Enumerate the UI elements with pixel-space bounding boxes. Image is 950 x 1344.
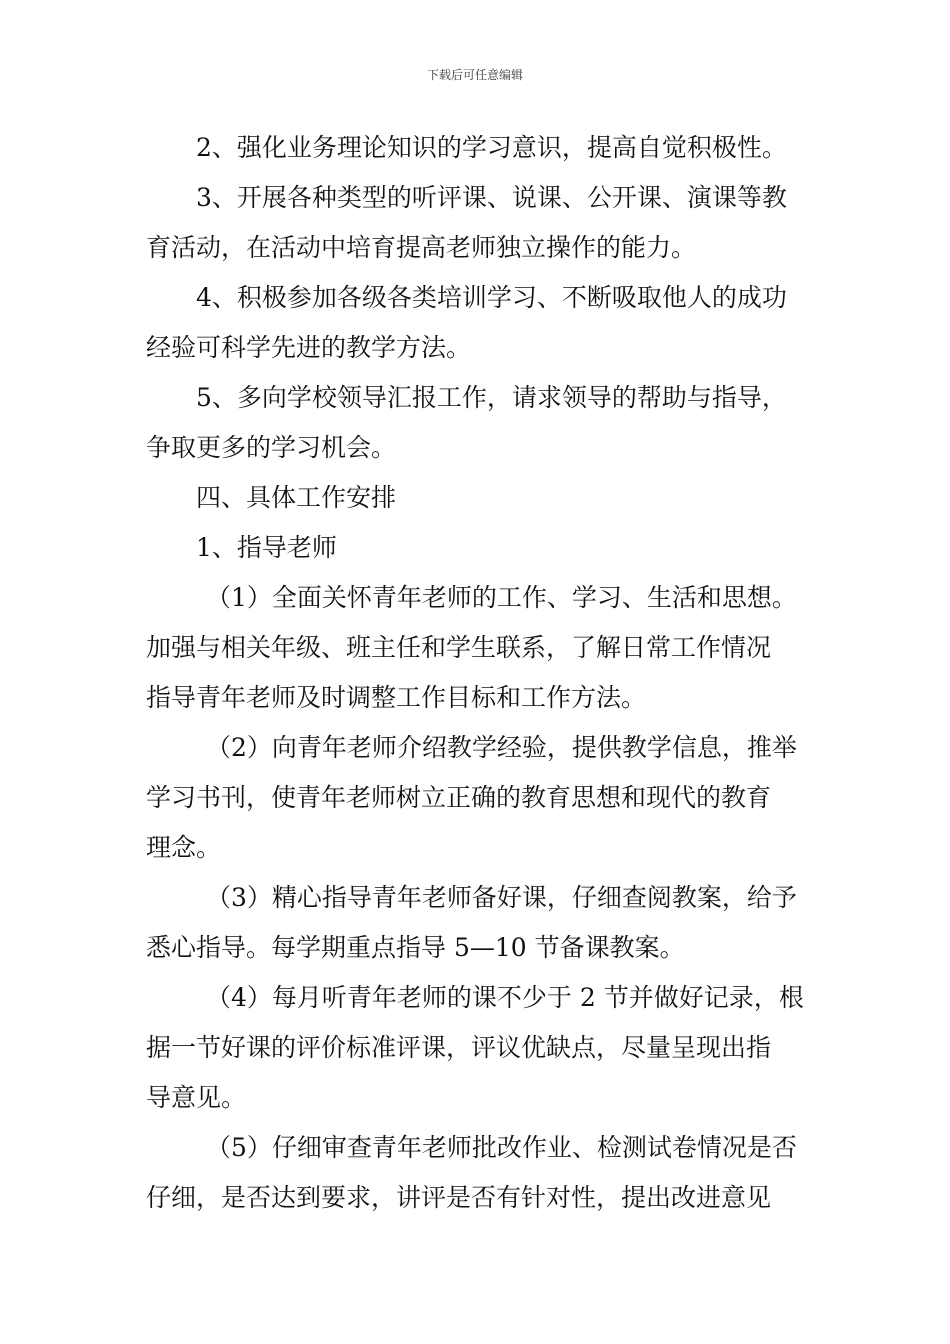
text-line: 3、开展各种类型的听评课、说课、公开课、演课等教 (196, 183, 787, 212)
document-body (146, 123, 806, 1223)
text-line: 学习书刊，使青年老师树立正确的教育思想和现代的教育 (146, 783, 772, 812)
text-line: 悉心指导。每学期重点指导 5—10 节备课教案。 (146, 933, 685, 962)
text-line: 4、积极参加各级各类培训学习、不断吸取他人的成功 (196, 283, 787, 312)
text-line: 理念。 (146, 833, 222, 862)
text-line: 争取更多的学习机会。 (146, 433, 397, 462)
page-header: 下载后可任意编辑 (426, 68, 523, 82)
text-line: 5、多向学校领导汇报工作，请求领导的帮助与指导， (196, 383, 787, 412)
text-line: 育活动，在活动中培育提高老师独立操作的能力。 (146, 233, 697, 262)
section-heading: 四、具体工作安排 (196, 483, 397, 512)
text-line: （5）仔细审查青年老师批改作业、检测试卷情况是否 (206, 1133, 797, 1162)
text-line: 导意见。 (146, 1083, 247, 1112)
text-line: （4）每月听青年老师的课不少于 2 节并做好记录，根 (206, 983, 804, 1012)
subsection-heading: 1、指导老师 (196, 533, 337, 562)
text-line: （2）向青年老师介绍教学经验，提供教学信息，推举 (206, 733, 797, 762)
text-line: 2、强化业务理论知识的学习意识，提高自觉积极性。 (196, 133, 787, 162)
text-line: 经验可科学先进的教学方法。 (146, 333, 472, 362)
text-line: （3）精心指导青年老师备好课，仔细查阅教案，给予 (206, 883, 797, 912)
text-line: 据一节好课的评价标准评课，评议优缺点，尽量呈现出指 (146, 1033, 772, 1062)
text-line: 加强与相关年级、班主任和学生联系，了解日常工作情况 (146, 633, 772, 662)
text-line: 指导青年老师及时调整工作目标和工作方法。 (146, 683, 647, 712)
text-line: （1）全面关怀青年老师的工作、学习、生活和思想。 (206, 583, 797, 612)
text-line: 仔细，是否达到要求，讲评是否有针对性，提出改进意见 (146, 1183, 772, 1212)
